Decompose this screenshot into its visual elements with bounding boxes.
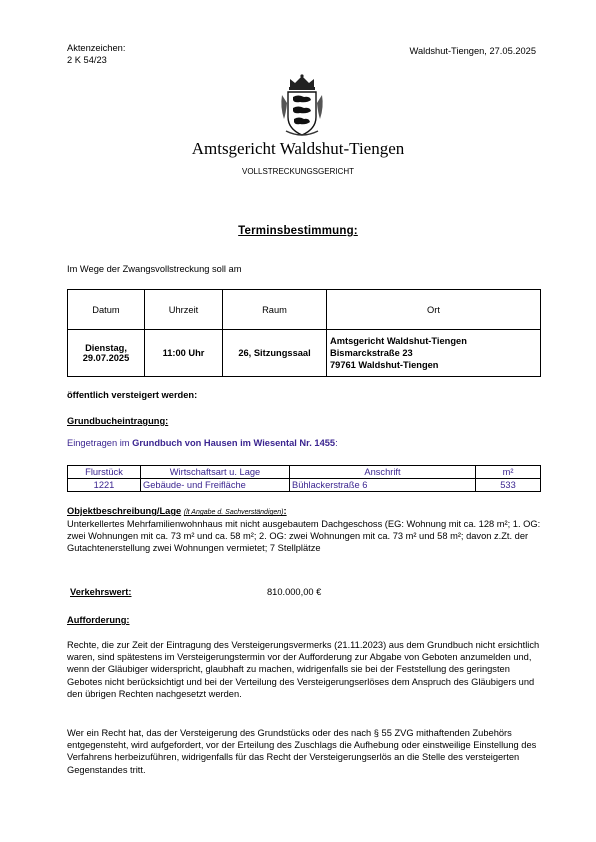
aktenzeichen bbox=[67, 42, 125, 66]
aufforderung-title: Aufforderung: bbox=[67, 615, 130, 625]
verkehrswert-value: 810.000,00 € bbox=[267, 587, 322, 597]
versteigert-text: öffentlich versteigert werden: bbox=[67, 390, 198, 400]
termin-table bbox=[67, 289, 541, 377]
table-row bbox=[68, 479, 541, 492]
cell-datum bbox=[68, 330, 145, 377]
verkehrswert-label: Verkehrswert: bbox=[70, 587, 132, 597]
document-heading: Terminsbestimmung: bbox=[238, 225, 358, 237]
flurstueck-table bbox=[67, 465, 541, 492]
cell-uhrzeit: 11:00 Uhr bbox=[145, 330, 223, 377]
cell-ort bbox=[327, 330, 541, 377]
cell-wirtschaftsart: Gebäude- und Freifläche bbox=[141, 479, 290, 492]
ort-line-3: 79761 Waldshut-Tiengen bbox=[330, 360, 439, 370]
header-raum: Raum bbox=[223, 290, 327, 330]
header-m2: m² bbox=[476, 466, 541, 479]
court-name: Amtsgericht Waldshut-Tiengen bbox=[191, 139, 405, 158]
coat-of-arms-icon bbox=[280, 73, 324, 139]
header-datum: Datum bbox=[68, 290, 145, 330]
intro-text: Im Wege der Zwangsvollstreckung soll am bbox=[67, 264, 242, 274]
grundbuch-name: Grundbuch von Hausen im Wiesental Nr. 1455 bbox=[132, 438, 336, 448]
termin-table-header-row bbox=[68, 290, 541, 330]
ort-line-2: Bismarckstraße 23 bbox=[330, 348, 413, 358]
aufforderung-paragraph-2: Wer ein Recht hat, das der Versteigerung des Grundstücks oder des nach § 55 ZVG mithaftenden Zubehörs entgegensteht, wird aufgefordert, vor der Erteilung des Zuschlags die Aufhebung oder einstweilige Einstellung des Verfahrens herbeizuführen, widrigenfalls für das Recht der Versteigerungserlös an die Stelle des versteigerten Gegenstandes tritt. bbox=[67, 728, 537, 775]
datum-weekday: Dienstag, bbox=[85, 343, 127, 353]
aktenzeichen-label: Aktenzeichen: bbox=[67, 43, 126, 53]
flurstueck-header-row bbox=[68, 466, 541, 479]
grundbuch-line bbox=[67, 438, 338, 448]
cell-m2: 533 bbox=[476, 479, 541, 492]
objekt-text: Unterkellertes Mehrfamilienwohnhaus mit nicht ausgebautem Dachgeschoss (EG: Wohnung mit ca. 128 m²; 1. OG: zwei Wohnungen mit ca. 73 m² und ca. 58 m²; 2. OG: zwei Wohnungen mit ca. 73 m² und 58 m²; davon z.Zt. der Gutachtenerstellung zwei Wohnungen vermietet; 7 Stellplätze bbox=[67, 519, 541, 554]
grundbuch-suffix: : bbox=[335, 438, 338, 448]
grundbuch-prefix: Eingetragen im bbox=[67, 438, 133, 448]
termin-table-row bbox=[68, 330, 541, 377]
objekt-title-colon: : bbox=[283, 506, 287, 516]
cell-raum: 26, Sitzungssaal bbox=[223, 330, 327, 377]
grundbuch-title: Grundbucheintragung: bbox=[67, 416, 169, 426]
cell-anschrift: Bühlackerstraße 6 bbox=[290, 479, 476, 492]
department: VOLLSTRECKUNGSGERICHT bbox=[241, 167, 355, 176]
objekt-title bbox=[67, 506, 287, 516]
ort-line-1: Amtsgericht Waldshut-Tiengen bbox=[330, 336, 467, 346]
header-uhrzeit: Uhrzeit bbox=[145, 290, 223, 330]
objekt-title-text: Objektbeschreibung/Lage bbox=[67, 506, 182, 516]
aufforderung-paragraph-1: Rechte, die zur Zeit der Eintragung des Versteigerungsvermerks (21.11.2023) aus dem Grundbuch nicht ersichtlich waren, sind spätestens im Versteigerungstermin vor der Aufforderung zur Abgabe von Geboten anzumelden und, wenn der Gläubiger widerspricht, glaubhaft zu machen, widrigenfalls sie bei der Feststellung des geringsten Gebotes nicht berücksichtigt und bei der Verteilung des Versteigerungserlöses dem Anspruch des Gläubigers und den übrigen Rechten nachgesetzt werden. bbox=[67, 640, 540, 699]
aktenzeichen-value: 2 K 54/23 bbox=[67, 55, 107, 65]
header-ort: Ort bbox=[327, 290, 541, 330]
header-wirtschaftsart: Wirtschaftsart u. Lage bbox=[141, 466, 290, 479]
cell-flurstueck: 1221 bbox=[68, 479, 141, 492]
objekt-subtitle: (lt Angabe d. Sachverständigen) bbox=[183, 509, 284, 516]
datum-date: 29.07.2025 bbox=[82, 353, 130, 363]
place-date: Waldshut-Tiengen, 27.05.2025 bbox=[409, 46, 536, 56]
header-anschrift: Anschrift bbox=[290, 466, 476, 479]
header-flurstueck: Flurstück bbox=[68, 466, 141, 479]
